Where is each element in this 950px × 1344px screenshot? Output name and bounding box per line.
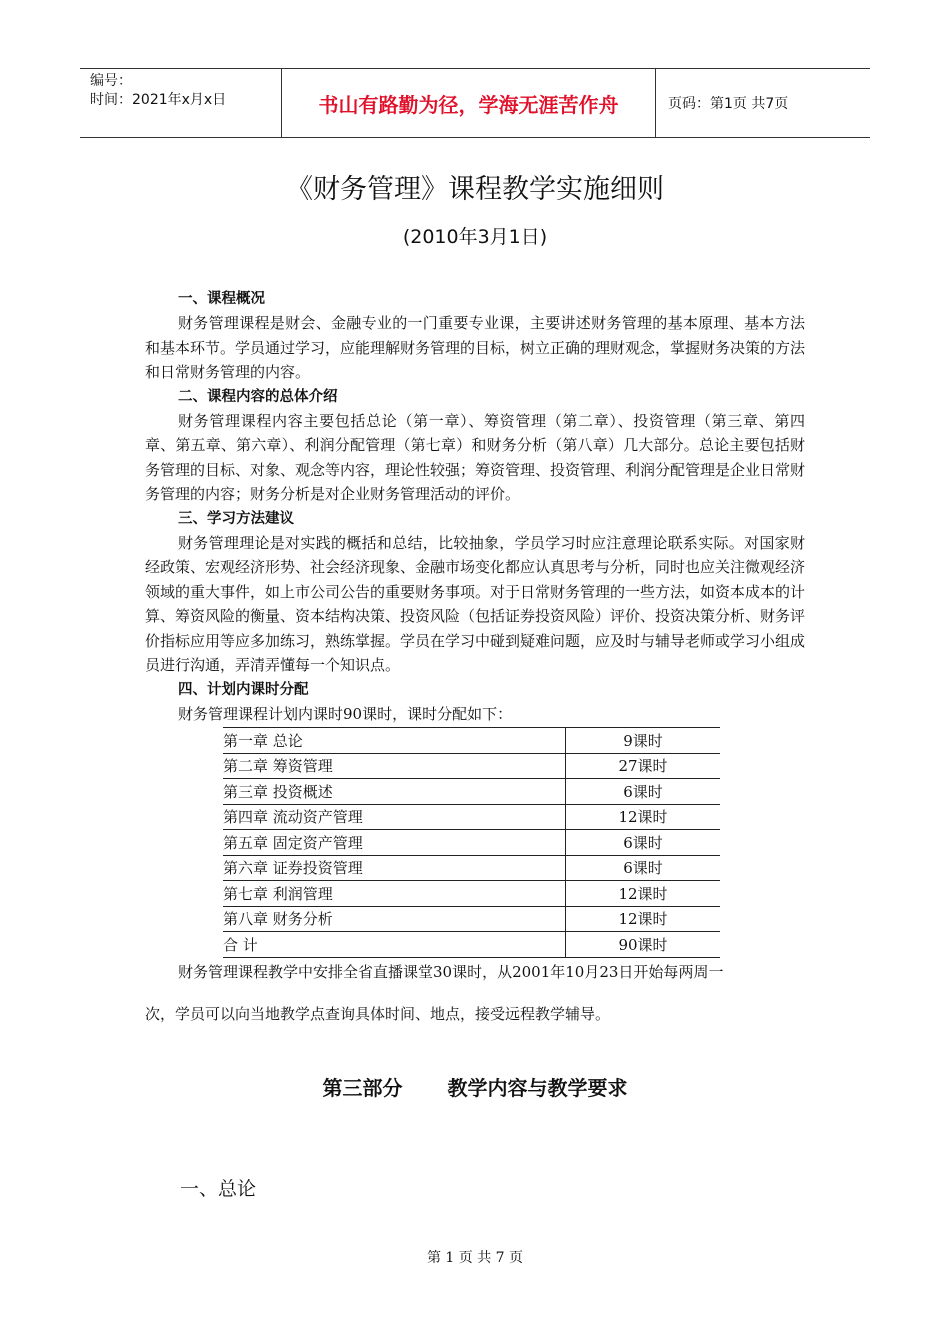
hours-cell: 12课时 <box>566 804 721 830</box>
table-row <box>223 804 720 830</box>
table-row <box>223 855 720 881</box>
document-time-label: 时间：2021年x月x日 <box>90 92 227 108</box>
chapter-cell: 第八章 财务分析 <box>223 906 566 932</box>
page-footer: 第 1 页 共 7 页 <box>426 1250 524 1266</box>
hours-cell: 12课时 <box>566 906 721 932</box>
section-paragraph: 财务管理课程是财会、金融专业的一门重要专业课，主要讲述财务管理的基本原理、基本方法和基本环节。学员通过学习，应能理解财务管理的目标，树立正确的理财观念，掌握财务决策的方法和日常财务管理的内容。 <box>145 314 806 381</box>
chapter-cell: 第六章 证券投资管理 <box>223 855 566 881</box>
hours-cell: 6课时 <box>566 779 721 805</box>
table-row <box>223 906 720 932</box>
section-heading: 二、课程内容的总体介绍 <box>178 388 338 405</box>
part-number: 第三部分 <box>322 1076 403 1100</box>
section-heading: 三、学习方法建议 <box>178 510 294 527</box>
document-number-label: 编号： <box>90 73 132 89</box>
broadcast-note-continued: 次，学员可以向当地教学点查询具体时间、地点，接受远程教学辅导。 <box>145 1005 611 1023</box>
chapter-cell: 第五章 固定资产管理 <box>223 830 566 856</box>
section-paragraph: 财务管理课程内容主要包括总论（第一章）、筹资管理（第二章）、投资管理（第三章、第四章、第五章、第六章）、利润分配管理（第七章）和财务分析（第八章）几大部分。总论主要包括财务管理的目标、对象、观念等内容，理论性较强；筹资管理、投资管理、利润分配管理是企业日常财务管理的内容；财务分析是对企业财务管理活动的评价。 <box>145 411 806 503</box>
section-heading: 四、计划内课时分配 <box>178 681 309 698</box>
table-row <box>223 728 720 754</box>
table-row <box>223 779 720 805</box>
chapter-cell: 第四章 流动资产管理 <box>223 804 566 830</box>
document-title: 《财务管理》课程教学实施细则 <box>286 174 664 205</box>
chapter-cell: 第三章 投资概述 <box>223 779 566 805</box>
chapter-cell: 第七章 利润管理 <box>223 881 566 907</box>
header-page-info: 页码：第1页 共7页 <box>668 96 789 112</box>
table-total-row <box>223 932 720 958</box>
hours-table <box>223 727 720 958</box>
section-paragraph: 财务管理理论是对实践的概括和总结，比较抽象，学员学习时应注意理论联系实际。对国家财经政策、宏观经济形势、社会经济现象、金融市场变化都应认真思考与分析，同时也应关注微观经济领域的重大事件，如上市公司公告的重要财务事项。对于日常财务管理的一些方法，如资本成本的计算、筹资风险的衡量、资本结构决策、投资风险（包括证券投资风险）评价、投资决策分析、财务评价指标应用等应多加练习，熟练掌握。学员在学习中碰到疑难问题，应及时与辅导老师或学习小组成员进行沟通，弄清弄懂每一个知识点。 <box>145 533 806 674</box>
header-meta <box>80 69 281 137</box>
broadcast-note: 财务管理课程教学中安排全省直播课堂30课时，从2001年10月23日开始每两周一 <box>178 962 724 981</box>
document-body <box>145 287 805 1026</box>
total-label-cell: 合 计 <box>223 932 566 958</box>
chapter-cell: 第二章 筹资管理 <box>223 753 566 779</box>
chapter-cell: 第一章 总论 <box>223 728 566 754</box>
subsection-heading: 一、总论 <box>180 1178 257 1200</box>
part-title: 教学内容与教学要求 <box>447 1076 628 1100</box>
table-row <box>223 830 720 856</box>
header-motto: 书山有路勤为径，学海无涯苦作舟 <box>281 69 656 137</box>
total-hours-cell: 90课时 <box>566 932 721 958</box>
section-heading: 一、课程概况 <box>178 291 265 307</box>
hours-cell: 6课时 <box>566 830 721 856</box>
hours-cell: 6课时 <box>566 855 721 881</box>
hours-cell: 27课时 <box>566 753 721 779</box>
table-row <box>223 881 720 907</box>
hours-cell: 9课时 <box>566 728 721 754</box>
document-date: (2010年3月1日) <box>402 226 548 248</box>
table-row <box>223 753 720 779</box>
part-heading <box>0 1072 950 1101</box>
page-header <box>80 68 870 138</box>
section-paragraph: 财务管理课程计划内课时90课时，课时分配如下： <box>178 704 513 723</box>
hours-cell: 12课时 <box>566 881 721 907</box>
